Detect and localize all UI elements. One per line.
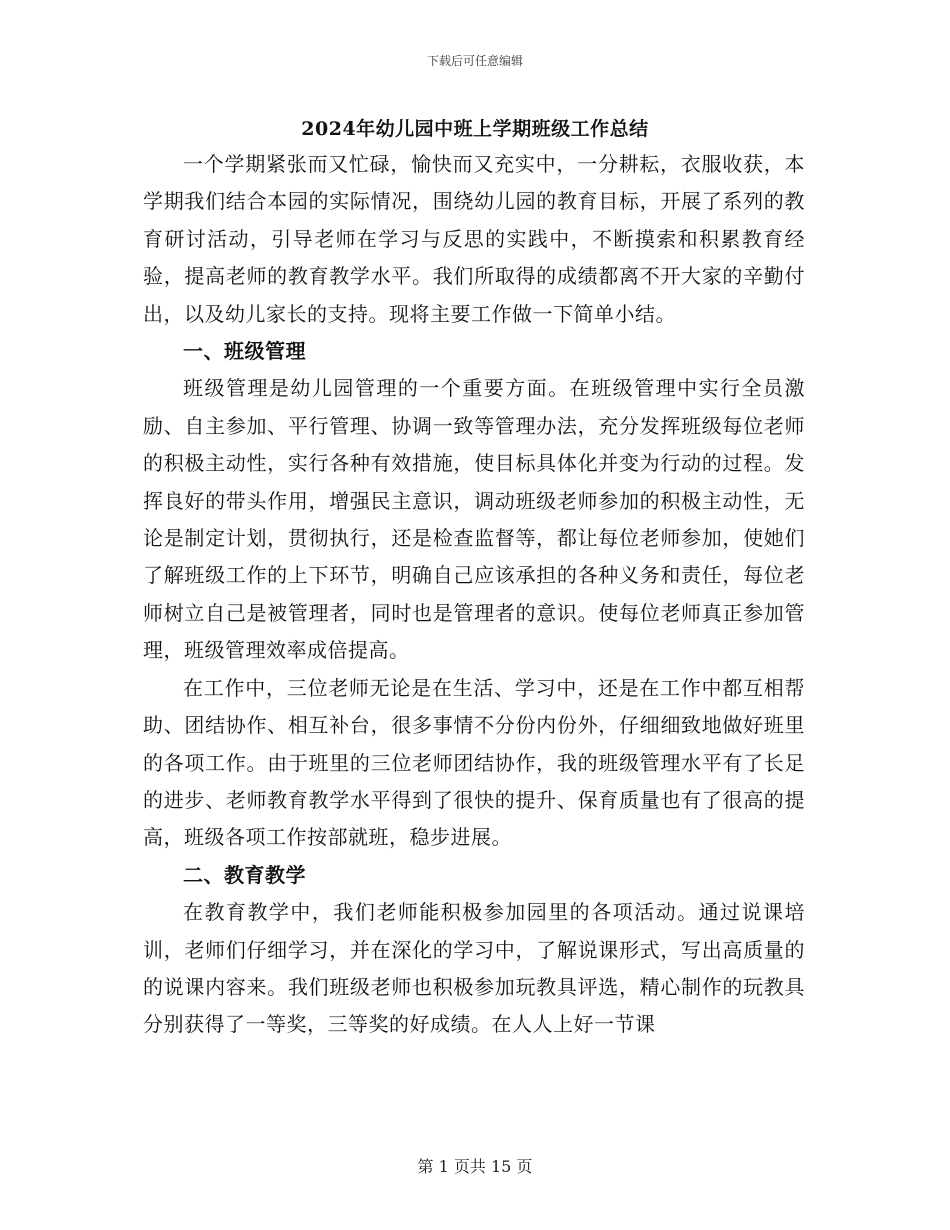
page-header-note: 下载后可任意编辑 (426, 54, 523, 68)
document-body (143, 146, 805, 1044)
section-heading-education-teaching: 二、教育教学 (183, 862, 306, 887)
document-title: 2024年幼儿园中班上学期班级工作总结 (301, 118, 649, 140)
page-number: 第 1 页共 15 页 (417, 1157, 533, 1176)
section-paragraph: 在教育教学中，我们老师能积极参加园里的各项活动。通过说课培训，老师们仔细学习，并在深化的学习中，了解说课形式，写出高质量的的说课内容来。我们班级老师也积极参加玩教具评选，精心制作的玩教具分别获得了一等奖，三等奖的好成绩。在人人上好一节课 (143, 900, 805, 1037)
section-heading-class-management: 一、班级管理 (183, 339, 306, 364)
section-paragraph: 班级管理是幼儿园管理的一个重要方面。在班级管理中实行全员激励、自主参加、平行管理、协调一致等管理办法，充分发挥班级每位老师的积极主动性，实行各种有效措施，使目标具体化并变为行动的过程。发挥良好的带头作用，增强民主意识，调动班级老师参加的积极主动性，无论是制定计划，贯彻执行，还是检查监督等，都让每位老师参加，使她们了解班级工作的上下环节，明确自己应该承担的各种义务和责任，每位老师树立自己是被管理者，同时也是管理者的意识。使每位老师真正参加管理，班级管理效率成倍提高。 (143, 376, 805, 663)
section-paragraph: 在工作中，三位老师无论是在生活、学习中，还是在工作中都互相帮助、团结协作、相互补台，很多事情不分份内份外，仔细细致地做好班里的各项工作。由于班里的三位老师团结协作，我的班级管理水平有了长足的进步、老师教育教学水平得到了很快的提升、保育质量也有了很高的提高，班级各项工作按部就班，稳步进展。 (143, 675, 805, 850)
intro-paragraph: 一个学期紧张而又忙碌，愉快而又充实中，一分耕耘，衣服收获，本学期我们结合本园的实际情况，围绕幼儿园的教育目标，开展了系列的教育研讨活动，引导老师在学习与反思的实践中，不断摸索和积累教育经验，提高老师的教育教学水平。我们所取得的成绩都离不开大家的辛勤付出，以及幼儿家长的支持。现将主要工作做一下简单小结。 (143, 152, 805, 326)
